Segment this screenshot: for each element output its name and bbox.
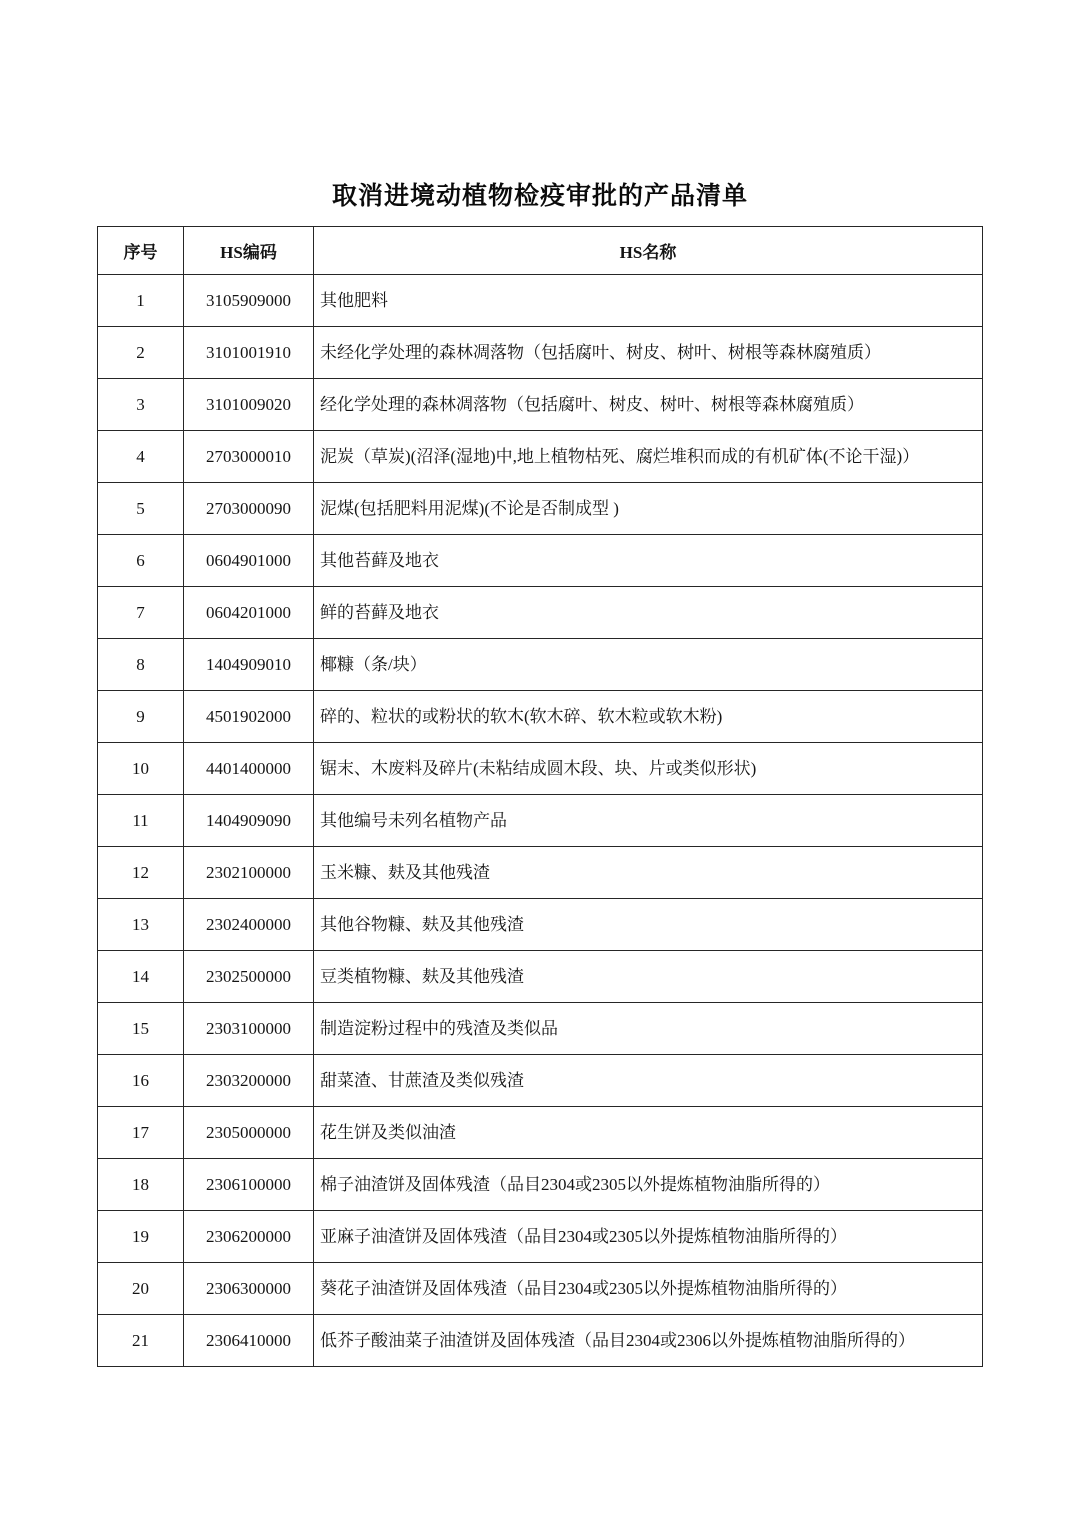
- cell-name: 甜菜渣、甘蔗渣及类似残渣: [314, 1055, 983, 1107]
- cell-no: 15: [98, 1003, 184, 1055]
- table-row: [98, 951, 983, 1003]
- cell-no: 18: [98, 1159, 184, 1211]
- header-hs-name: HS名称: [314, 227, 983, 275]
- cell-code: 2302500000: [184, 951, 314, 1003]
- cell-no: 1: [98, 275, 184, 327]
- cell-name: 葵花子油渣饼及固体残渣（品目2304或2305以外提炼植物油脂所得的）: [314, 1263, 983, 1315]
- table-row: [98, 795, 983, 847]
- page-title: 取消进境动植物检疫审批的产品清单: [331, 183, 748, 210]
- cell-code: 2703000010: [184, 431, 314, 483]
- cell-code: 0604201000: [184, 587, 314, 639]
- table-row: [98, 275, 983, 327]
- cell-no: 11: [98, 795, 184, 847]
- cell-code: 2306410000: [184, 1315, 314, 1367]
- table-body: [98, 275, 983, 1367]
- cell-code: 2306100000: [184, 1159, 314, 1211]
- table-row: [98, 639, 983, 691]
- cell-code: 2302100000: [184, 847, 314, 899]
- cell-no: 13: [98, 899, 184, 951]
- cell-no: 17: [98, 1107, 184, 1159]
- cell-code: 3101001910: [184, 327, 314, 379]
- table-header-row: [98, 227, 983, 275]
- cell-no: 4: [98, 431, 184, 483]
- cell-name: 碎的、粒状的或粉状的软木(软木碎、软木粒或软木粉): [314, 691, 983, 743]
- cell-name: 其他肥料: [314, 275, 983, 327]
- cell-name: 其他谷物糠、麸及其他残渣: [314, 899, 983, 951]
- cell-name: 经化学处理的森林凋落物（包括腐叶、树皮、树叶、树根等森林腐殖质）: [314, 379, 983, 431]
- table-row: [98, 483, 983, 535]
- table-row: [98, 1003, 983, 1055]
- table-row: [98, 1263, 983, 1315]
- table-row: [98, 743, 983, 795]
- cell-code: 3105909000: [184, 275, 314, 327]
- cell-name: 泥炭（草炭)(沼泽(湿地)中,地上植物枯死、腐烂堆积而成的有机矿体(不论干湿)）: [314, 431, 983, 483]
- cell-code: 2306200000: [184, 1211, 314, 1263]
- cell-name: 豆类植物糠、麸及其他残渣: [314, 951, 983, 1003]
- cell-no: 10: [98, 743, 184, 795]
- table-row: [98, 587, 983, 639]
- cell-name: 其他苔藓及地衣: [314, 535, 983, 587]
- cell-name: 亚麻子油渣饼及固体残渣（品目2304或2305以外提炼植物油脂所得的）: [314, 1211, 983, 1263]
- table-row: [98, 899, 983, 951]
- hs-products-table: [97, 226, 983, 1367]
- cell-no: 20: [98, 1263, 184, 1315]
- cell-name: 锯末、木废料及碎片(未粘结成圆木段、块、片或类似形状): [314, 743, 983, 795]
- cell-code: 2703000090: [184, 483, 314, 535]
- cell-name: 椰糠（条/块）: [314, 639, 983, 691]
- cell-code: 2306300000: [184, 1263, 314, 1315]
- cell-code: 1404909010: [184, 639, 314, 691]
- cell-code: 2303200000: [184, 1055, 314, 1107]
- cell-no: 7: [98, 587, 184, 639]
- cell-no: 3: [98, 379, 184, 431]
- cell-no: 19: [98, 1211, 184, 1263]
- cell-name: 花生饼及类似油渣: [314, 1107, 983, 1159]
- cell-name: 其他编号未列名植物产品: [314, 795, 983, 847]
- cell-code: 1404909090: [184, 795, 314, 847]
- table-row: [98, 327, 983, 379]
- cell-name: 棉子油渣饼及固体残渣（品目2304或2305以外提炼植物油脂所得的）: [314, 1159, 983, 1211]
- cell-name: 泥煤(包括肥料用泥煤)(不论是否制成型 ): [314, 483, 983, 535]
- cell-code: 2305000000: [184, 1107, 314, 1159]
- header-hs-code: HS编码: [184, 227, 314, 275]
- header-serial-number: 序号: [98, 227, 184, 275]
- table-row: [98, 431, 983, 483]
- cell-no: 5: [98, 483, 184, 535]
- cell-no: 21: [98, 1315, 184, 1367]
- cell-no: 14: [98, 951, 184, 1003]
- cell-code: 4401400000: [184, 743, 314, 795]
- cell-no: 6: [98, 535, 184, 587]
- cell-no: 8: [98, 639, 184, 691]
- table-row: [98, 535, 983, 587]
- cell-name: 低芥子酸油菜子油渣饼及固体残渣（品目2304或2306以外提炼植物油脂所得的）: [314, 1315, 983, 1367]
- cell-no: 2: [98, 327, 184, 379]
- table-row: [98, 1159, 983, 1211]
- cell-no: 12: [98, 847, 184, 899]
- table-row: [98, 379, 983, 431]
- cell-no: 9: [98, 691, 184, 743]
- cell-code: 3101009020: [184, 379, 314, 431]
- cell-name: 玉米糠、麸及其他残渣: [314, 847, 983, 899]
- cell-name: 鲜的苔藓及地衣: [314, 587, 983, 639]
- table-row: [98, 1107, 983, 1159]
- cell-code: 2303100000: [184, 1003, 314, 1055]
- cell-name: 未经化学处理的森林凋落物（包括腐叶、树皮、树叶、树根等森林腐殖质）: [314, 327, 983, 379]
- cell-code: 4501902000: [184, 691, 314, 743]
- cell-code: 0604901000: [184, 535, 314, 587]
- table-row: [98, 847, 983, 899]
- table-row: [98, 1055, 983, 1107]
- table-row: [98, 691, 983, 743]
- table-row: [98, 1211, 983, 1263]
- table-row: [98, 1315, 983, 1367]
- cell-no: 16: [98, 1055, 184, 1107]
- cell-name: 制造淀粉过程中的残渣及类似品: [314, 1003, 983, 1055]
- cell-code: 2302400000: [184, 899, 314, 951]
